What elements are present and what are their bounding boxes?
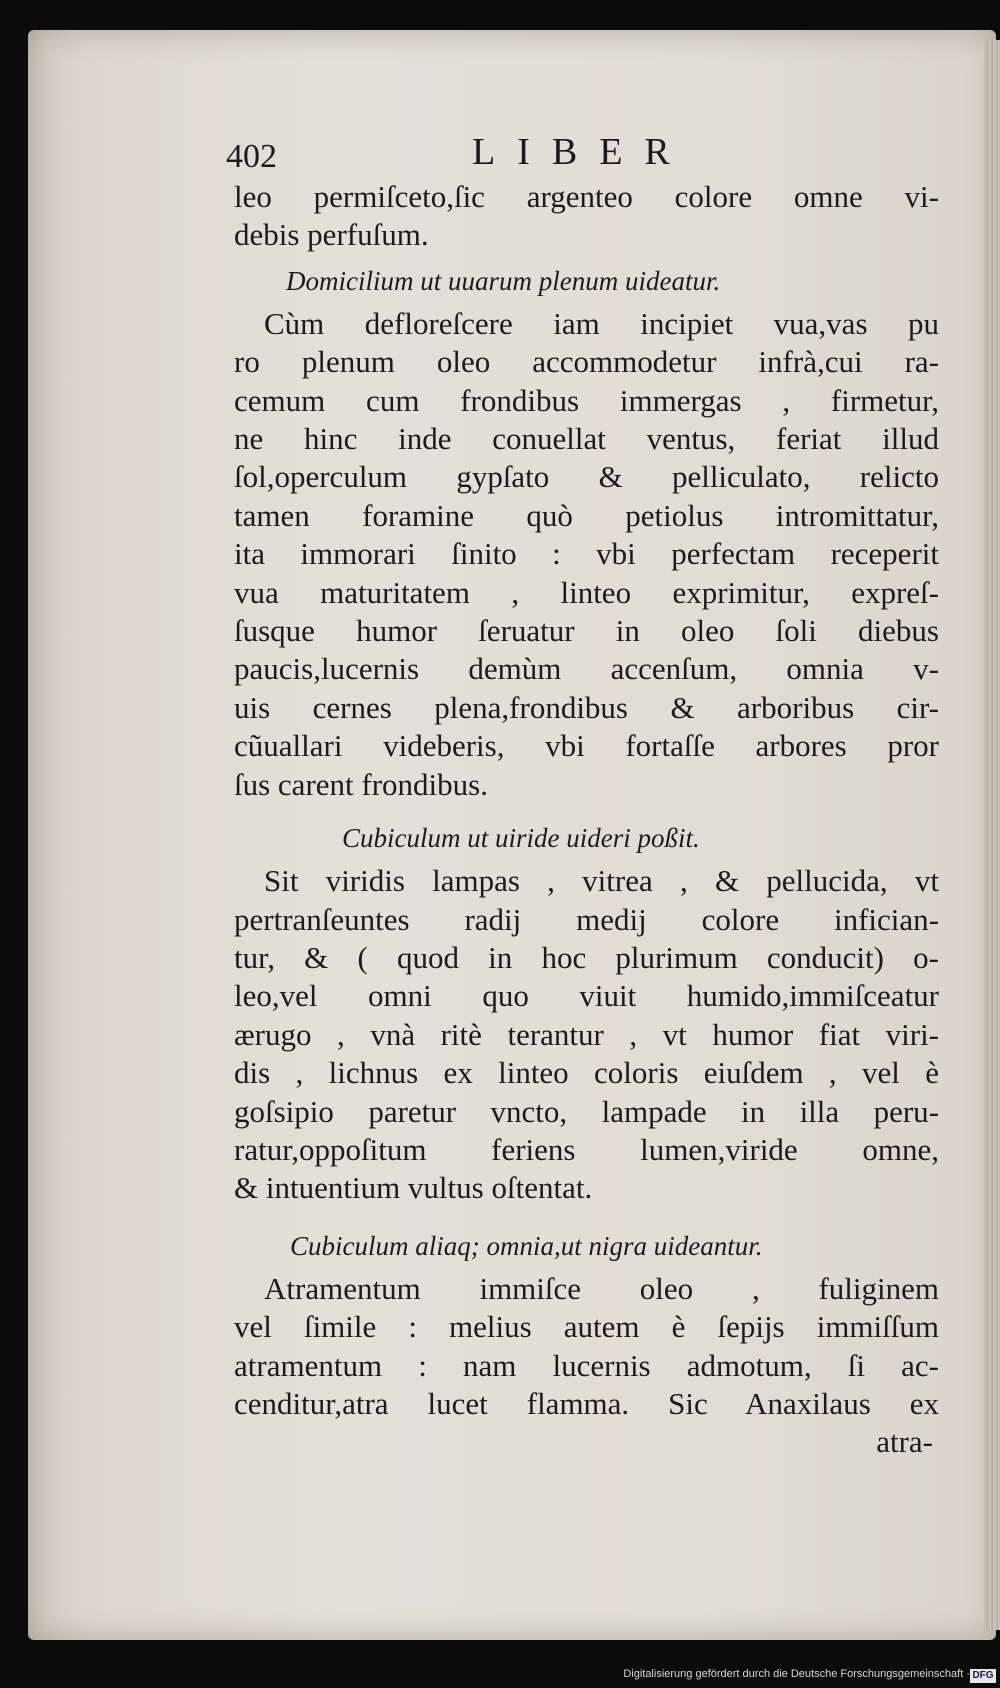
text-line: ratur,oppoſitum feriens lumen,viride omne, xyxy=(234,1131,939,1167)
text-line: vel ſimile : melius autem è ſepijs immiſſum xyxy=(234,1309,939,1345)
text-line: ro plenum oleo accommodetur infrà,cui ra- xyxy=(234,344,939,380)
catchword: atra- xyxy=(876,1424,933,1460)
page-text xyxy=(234,178,939,1462)
text-line: tamen foramine quò petiolus intromittatur, xyxy=(234,497,939,533)
text-line: uis cernes plena,frondibus & arboribus cir- xyxy=(234,689,939,725)
text-line: vua maturitatem , linteo exprimitur, expreſ- xyxy=(234,574,939,610)
text-line: ærugo , vnà ritè terantur , vt humor fiat viri- xyxy=(234,1016,939,1052)
text-line: ita immorari ſinito : vbi perfectam receperit xyxy=(234,536,939,572)
text-line: cũuallari videberis, vbi fortaſſe arbores pror xyxy=(234,728,939,764)
text-line: debis perfuſum. xyxy=(234,217,429,253)
text-line: Cùm defloreſcere iam incipiet vua,vas pu xyxy=(264,305,939,341)
text-line: & intuentium vultus oſtentat. xyxy=(234,1170,593,1206)
text-line: pertranſeuntes radij medij colore infician- xyxy=(234,901,939,937)
text-line: goſsipio paretur vncto, lampade in illa peru- xyxy=(234,1093,939,1129)
page-number: 402 xyxy=(226,138,277,175)
text-line: atramentum : nam lucernis admotum, ſi ac- xyxy=(234,1347,939,1383)
text-line: Sit viridis lampas , vitrea , & pellucida, vt xyxy=(264,863,939,899)
text-line: leo permiſceto,ſic argenteo colore omne vi- xyxy=(234,179,939,214)
page-header xyxy=(226,130,926,180)
digitization-credit: Digitalisierung gefördert durch die Deutsche Forschungsgemeinschaft · xyxy=(623,1668,970,1680)
text-line: leo,vel omni quo viuit humido,immiſceatur xyxy=(234,978,939,1014)
text-line: dis , lichnus ex linteo coloris eiuſdem , vel è xyxy=(234,1055,939,1091)
section-heading: Cubiculum aliaq; omnia,ut nigra uideantur. xyxy=(290,1230,763,1261)
page-stack-edge xyxy=(984,40,1000,1630)
text-line: Atramentum immiſce oleo , fuliginem xyxy=(264,1270,939,1306)
dfg-logo: DFG xyxy=(970,1669,996,1683)
running-title: LIBER xyxy=(472,131,692,173)
text-line: cenditur,atra lucet flamma. Sic Anaxilaus ex xyxy=(234,1385,939,1421)
section-heading: Cubiculum ut uiride uideri poßit. xyxy=(342,823,700,854)
text-line: paucis,lucernis demùm accenſum, omnia v- xyxy=(234,651,939,687)
text-line: ſol,operculum gypſato & pelliculato, relicto xyxy=(234,459,939,495)
text-line: ſus carent frondibus. xyxy=(234,766,488,802)
text-line: cemum cum frondibus immergas , firmetur, xyxy=(234,382,939,418)
text-line: ne hinc inde conuellat ventus, feriat illud xyxy=(234,421,939,457)
text-line: ſusque humor ſeruatur in oleo ſoli diebus xyxy=(234,613,939,649)
text-line: tur, & ( quod in hoc plurimum conducit) o- xyxy=(234,939,939,975)
section-heading: Domicilium ut uuarum plenum uideatur. xyxy=(286,265,721,296)
